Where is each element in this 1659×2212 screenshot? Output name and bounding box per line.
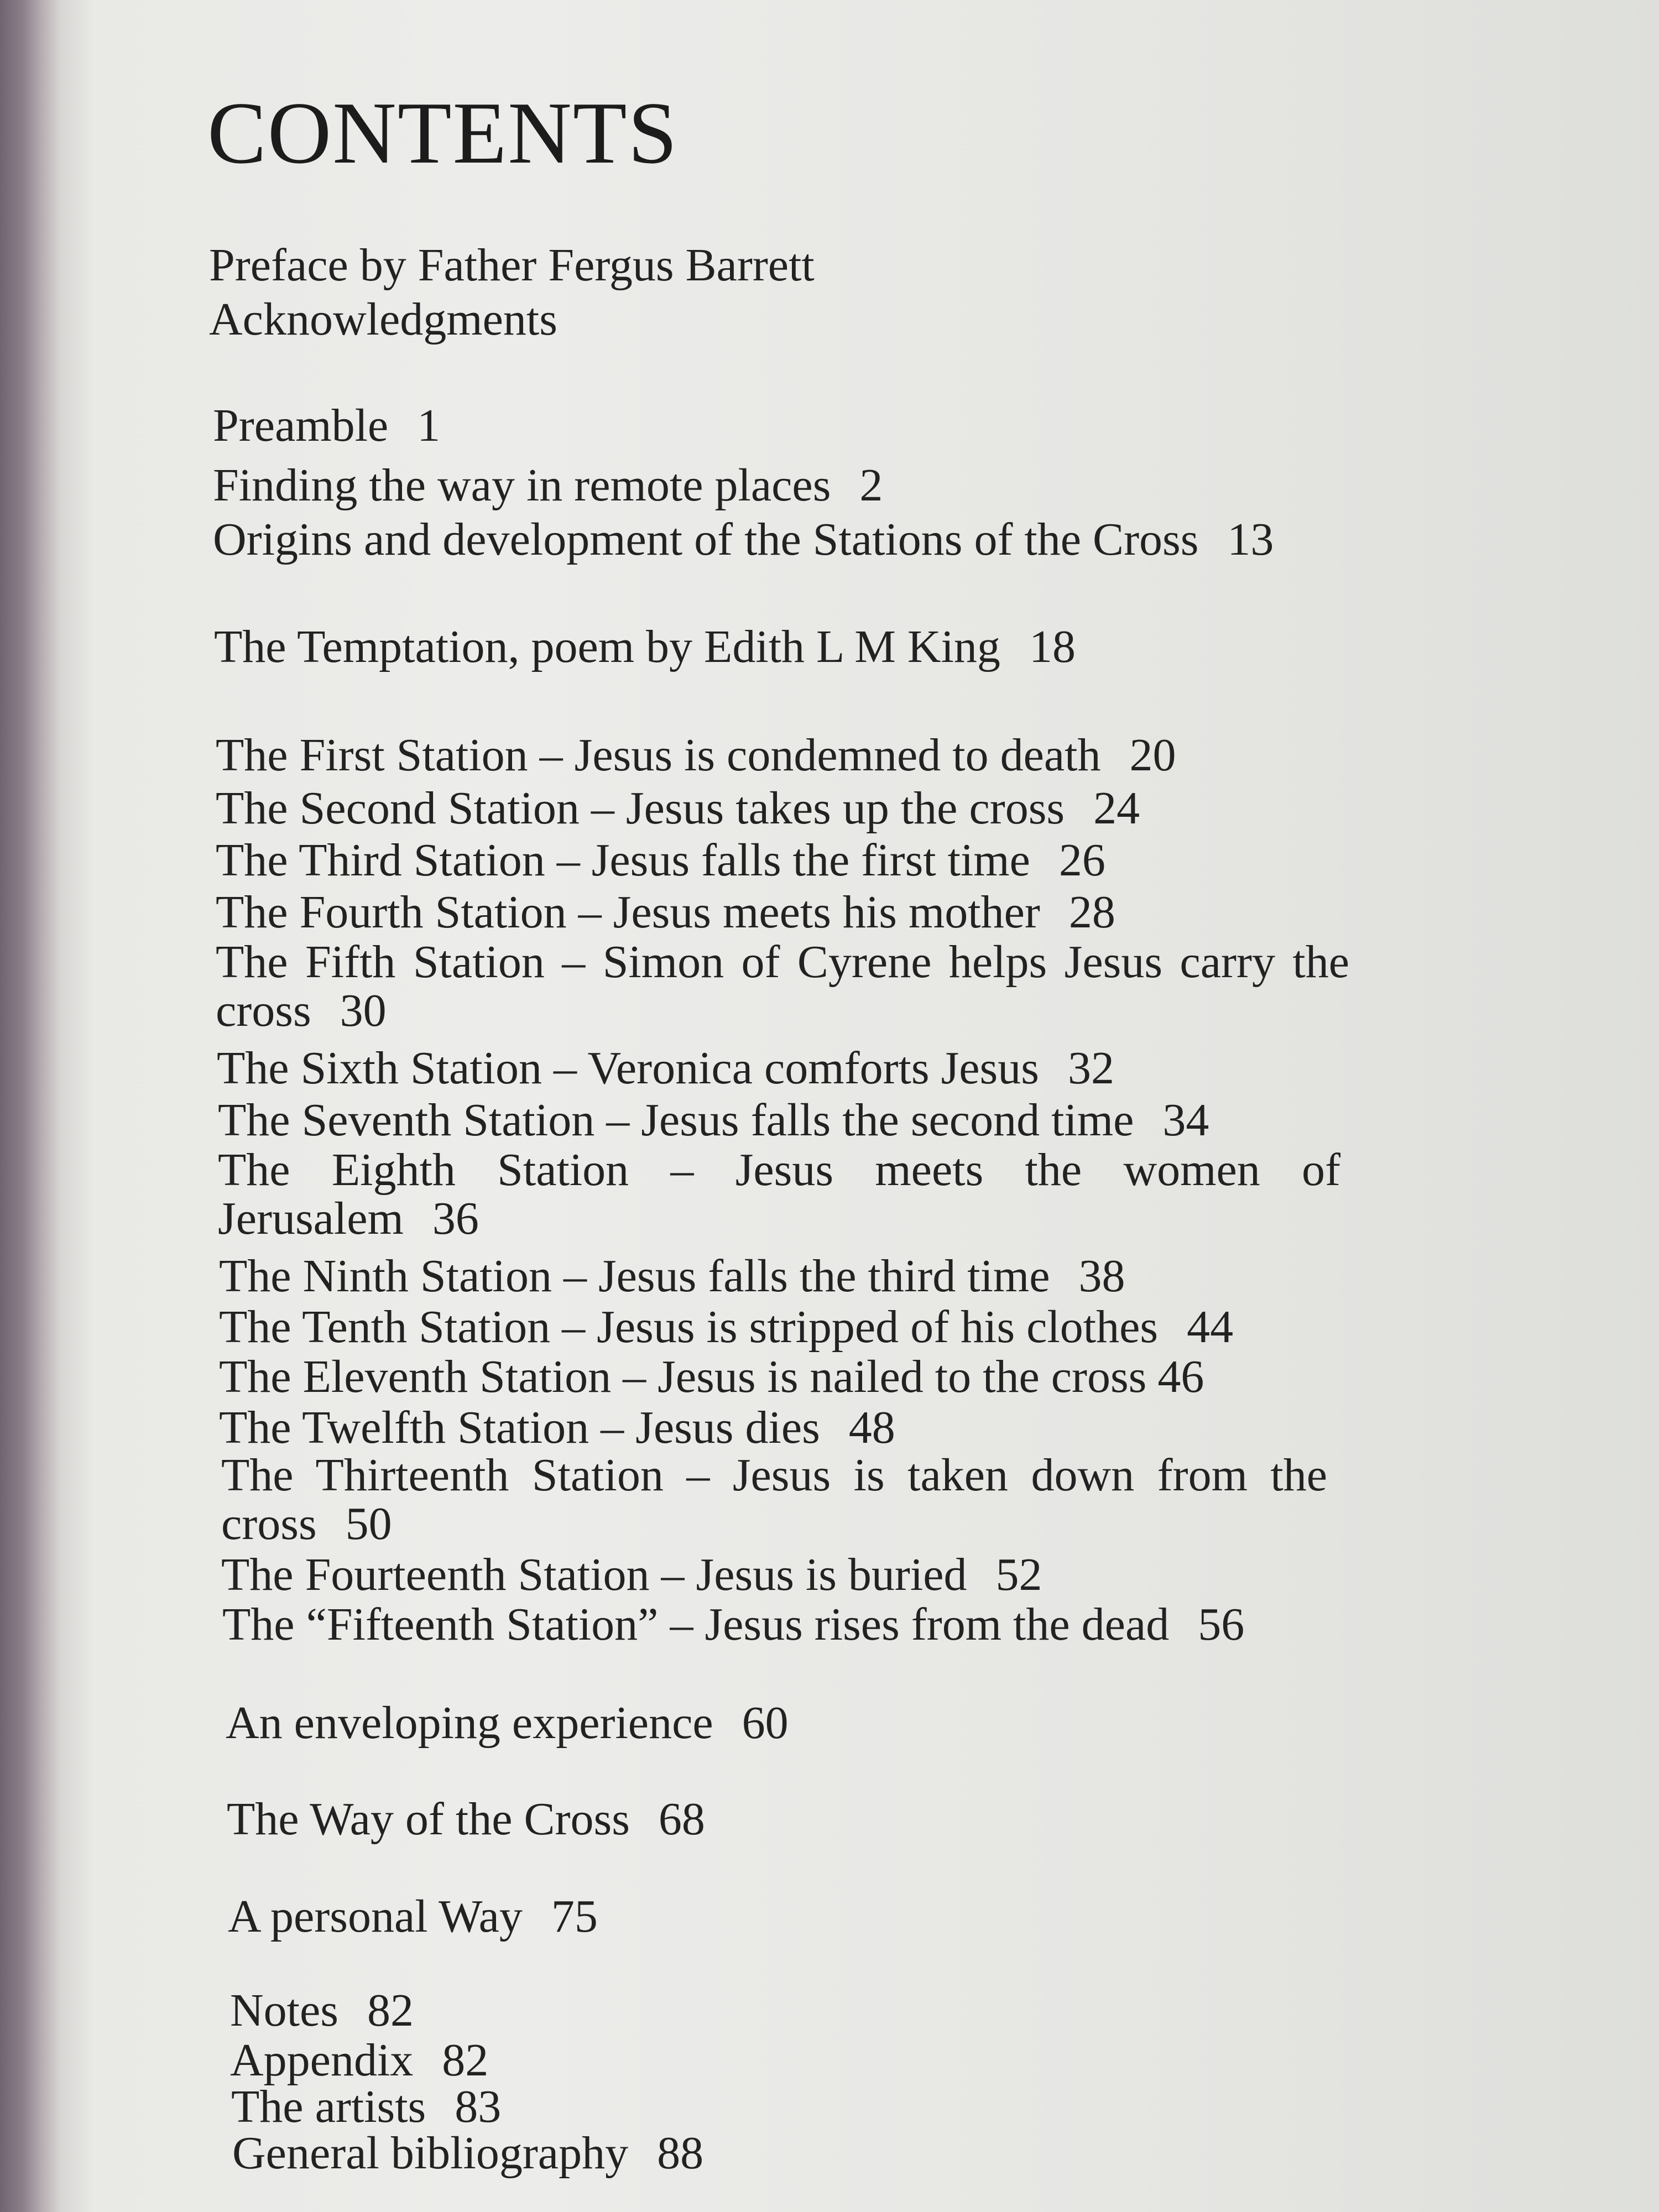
toc-entry-enveloping-experience xyxy=(226,1697,789,1750)
toc-entry-text: Preamble xyxy=(213,400,389,451)
toc-entry-station-4 xyxy=(216,886,1115,939)
toc-entry-page: 88 xyxy=(657,2127,704,2179)
toc-entry-text: A personal Way xyxy=(228,1891,523,1942)
toc-entry-general-bibliography xyxy=(232,2127,703,2180)
toc-entry-text: The Tenth Station – Jesus is stripped of his clothes xyxy=(219,1301,1159,1353)
toc-entry-text: The Sixth Station – Veronica comforts Jesus xyxy=(217,1042,1039,1094)
toc-entry-text: The Seventh Station – Jesus falls the second time xyxy=(218,1094,1134,1146)
toc-entry-text: The Eighth Station – Jesus meets the women of Jerusalem xyxy=(218,1144,1340,1244)
toc-entry-page: 36 xyxy=(432,1193,479,1244)
toc-entry-station-7 xyxy=(218,1094,1209,1147)
toc-entry-page: 38 xyxy=(1078,1250,1125,1302)
toc-entry-page: 13 xyxy=(1227,514,1274,565)
toc-entry-text: Acknowledgments xyxy=(209,294,557,345)
toc-entry-station-5 xyxy=(216,938,1349,1035)
toc-entry-page: 52 xyxy=(995,1549,1042,1600)
toc-entry-text: The Thirteenth Station – Jesus is taken down from the cross xyxy=(221,1449,1327,1550)
toc-entry-preface xyxy=(209,239,815,292)
toc-entry-page: 32 xyxy=(1067,1042,1114,1094)
toc-entry-page: 82 xyxy=(442,2034,489,2086)
toc-entry-station-10 xyxy=(219,1301,1233,1354)
toc-entry-page: 48 xyxy=(848,1402,895,1453)
toc-entry-text: The First Station – Jesus is condemned to death xyxy=(216,729,1101,781)
toc-entry-text: The Twelfth Station – Jesus dies xyxy=(219,1402,820,1453)
toc-entry-page: 34 xyxy=(1162,1094,1209,1146)
toc-entry-page: 24 xyxy=(1093,782,1140,834)
toc-entry-page: 20 xyxy=(1129,729,1176,781)
toc-entry-text: The Fourteenth Station – Jesus is buried xyxy=(221,1549,967,1600)
toc-entry-station-12 xyxy=(219,1401,895,1454)
toc-entry-page: 60 xyxy=(742,1697,789,1749)
toc-entry-text: An enveloping experience xyxy=(226,1697,713,1749)
toc-entry-text: The Temptation, poem by Edith L M King xyxy=(214,621,1000,672)
toc-entry-station-3 xyxy=(216,834,1105,887)
toc-entry-text: Origins and development of the Stations of the Cross xyxy=(213,514,1199,565)
toc-entry-page: 50 xyxy=(345,1498,392,1550)
page-title: CONTENTS xyxy=(207,84,679,182)
toc-entry-text: The artists xyxy=(231,2081,426,2132)
toc-entry-page: 68 xyxy=(658,1793,705,1845)
toc-entry-appendix xyxy=(230,2034,488,2087)
toc-entry-temptation-poem xyxy=(214,620,1076,674)
toc-entry-page: 2 xyxy=(859,460,883,511)
toc-entry-page: 46 xyxy=(1157,1351,1204,1402)
toc-entry-text: Notes xyxy=(230,1985,338,2036)
toc-entry-page: 1 xyxy=(417,400,441,451)
toc-entry-page: 26 xyxy=(1058,834,1105,886)
toc-entry-text: The Second Station – Jesus takes up the cross xyxy=(216,782,1065,834)
toc-entry-artists xyxy=(231,2080,501,2133)
toc-entry-text: The “Fifteenth Station” – Jesus rises from the dead xyxy=(222,1599,1170,1650)
toc-entry-text: Finding the way in remote places xyxy=(213,460,831,511)
toc-entry-finding-the-way xyxy=(213,459,883,512)
toc-entry-way-of-the-cross xyxy=(227,1793,705,1846)
toc-entry-station-13 xyxy=(221,1451,1327,1548)
toc-entry-page: 44 xyxy=(1187,1301,1234,1353)
toc-entry-page: 82 xyxy=(367,1985,414,2036)
toc-entry-station-11 xyxy=(219,1350,1204,1404)
toc-entry-text: The Fifth Station – Simon of Cyrene helps Jesus carry the cross xyxy=(216,936,1349,1036)
toc-entry-text: The Fourth Station – Jesus meets his mother xyxy=(216,886,1040,938)
toc-entry-text: General bibliography xyxy=(232,2127,629,2179)
toc-entry-page: 30 xyxy=(340,985,387,1036)
toc-entry-preamble xyxy=(213,399,440,452)
toc-entry-station-14 xyxy=(221,1548,1042,1601)
toc-entry-page: 83 xyxy=(455,2081,502,2132)
toc-entry-page: 18 xyxy=(1029,621,1076,672)
toc-entry-station-1 xyxy=(216,729,1176,782)
toc-entry-text: The Way of the Cross xyxy=(227,1793,630,1845)
toc-entry-page: 75 xyxy=(551,1891,598,1942)
toc-entry-text: The Third Station – Jesus falls the first time xyxy=(216,834,1030,886)
toc-entry-station-15 xyxy=(222,1598,1244,1651)
toc-entry-station-6 xyxy=(217,1042,1114,1095)
toc-entry-page: 28 xyxy=(1068,886,1115,938)
toc-entry-personal-way xyxy=(228,1890,598,1943)
toc-entry-acknowledgments xyxy=(209,293,557,346)
toc-entry-station-2 xyxy=(216,782,1140,835)
toc-entry-notes xyxy=(230,1984,414,2037)
toc-entry-page: 56 xyxy=(1198,1599,1245,1650)
toc-entry-text: The Ninth Station – Jesus falls the third time xyxy=(219,1250,1050,1302)
toc-entry-text: Appendix xyxy=(230,2034,414,2086)
toc-entry-station-9 xyxy=(219,1250,1125,1303)
toc-entry-station-8 xyxy=(218,1146,1340,1243)
toc-entry-origins xyxy=(213,513,1274,566)
toc-entry-text: The Eleventh Station – Jesus is nailed to the cross xyxy=(219,1351,1147,1402)
toc-entry-text: Preface by Father Fergus Barrett xyxy=(209,239,815,291)
